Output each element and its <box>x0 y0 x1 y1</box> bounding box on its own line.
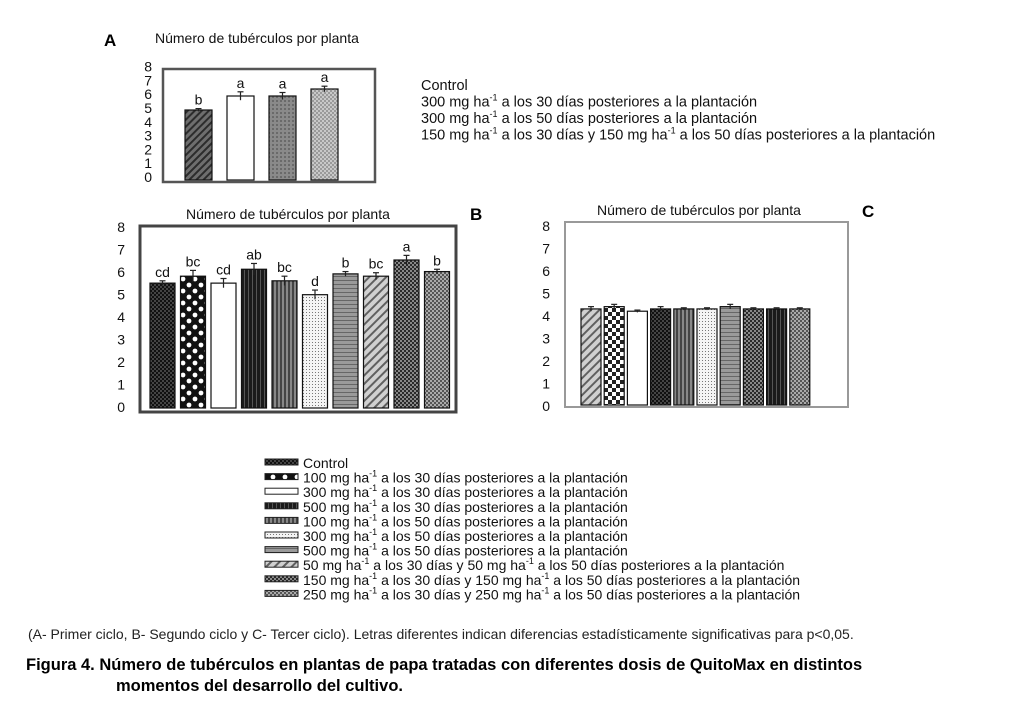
panel-b-ytick: 5 <box>117 286 125 303</box>
panel-b-ytick: 0 <box>117 399 125 415</box>
panel-b-bar <box>150 283 175 408</box>
panel-c-bar <box>674 309 694 405</box>
panel-c-ytick: 0 <box>542 398 550 414</box>
panel-b-ytick: 4 <box>117 309 125 325</box>
panel-a-ytick: 6 <box>144 86 152 103</box>
panel-b-bar <box>211 283 236 408</box>
panel-b-significance-letter: cd <box>155 263 170 280</box>
panel-c-bar <box>697 309 717 405</box>
figure-caption <box>26 655 1016 697</box>
panel-a-bar <box>269 96 296 180</box>
panel-c-bar <box>790 309 810 405</box>
panel-c-bar <box>767 309 787 405</box>
caption-line-1: Figura 4. Número de tubérculos en plantas de papa tratadas con diferentes dosis de QuitoMax en distintos <box>26 656 863 674</box>
panel-a-y-axis <box>144 59 152 185</box>
panel-b <box>117 205 482 415</box>
legend-bc-item: 100 mg $ha^{-1}$ a los 30 días posteriores a la plantación <box>303 468 628 486</box>
legend-bc-item: 500 mg $ha^{-1}$ a los 50 días posteriores a la plantación <box>303 541 628 559</box>
panel-a-letter: A <box>104 31 117 50</box>
panel-c-y-axis <box>542 218 550 414</box>
panel-b-significance-letter: bc <box>185 253 201 270</box>
legend-bc-swatch <box>265 590 298 596</box>
panel-b-ytick: 6 <box>117 264 125 280</box>
panel-b-bar <box>272 281 297 408</box>
panel-c-ytick: 8 <box>542 218 550 234</box>
panel-b-y-axis <box>117 219 125 415</box>
legend-bc-item: Control <box>303 455 349 471</box>
legend-a-item: 300 mg $ha^{-1}$ a los 50 días posteriores a la plantación <box>421 109 758 127</box>
panel-b-title: Número de tubérculos por planta <box>186 206 390 222</box>
panel-b-significance-letter: ab <box>246 246 262 263</box>
panel-a-ytick: 5 <box>144 100 152 116</box>
panel-a-ytick: 1 <box>144 155 152 172</box>
panel-b-significance-letter: d <box>311 273 319 290</box>
legend-bc-swatch <box>265 561 298 567</box>
legend-bc-item: 300 mg $ha^{-1}$ a los 30 días posteriores a la plantación <box>303 483 628 501</box>
panel-c-bar <box>581 309 601 405</box>
panel-b-significance-letter: cd <box>216 261 231 278</box>
legend-bc-swatch <box>265 474 298 480</box>
panel-c <box>542 202 874 414</box>
legend-bc-swatch <box>265 576 298 582</box>
panel-b-ytick: 2 <box>117 354 125 370</box>
legend-bc-item: 150 mg $ha^{-1}$ a los 30 días y 150 mg $ha^{-1}$ a los 50 días posteriores a la plantación <box>303 570 801 588</box>
legend-a-item: 300 mg $ha^{-1}$ a los 30 días posteriores a la plantación <box>421 92 758 111</box>
panel-a-significance-letter: a <box>278 75 287 92</box>
caption-line-2: momentos del desarrollo del cultivo. <box>116 677 403 695</box>
legend-bc-item: 50 mg $ha^{-1}$ a los 30 días y 50 mg $ha^{-1}$ a los 50 días posteriores a la plantación <box>303 556 785 574</box>
legend-bc-swatch <box>265 532 298 538</box>
panel-b-significance-letter: b <box>341 254 350 271</box>
panel-c-ytick: 4 <box>542 308 550 324</box>
panel-c-bar <box>743 309 763 405</box>
panel-a-ytick: 8 <box>144 58 152 75</box>
panel-a-bar <box>227 96 254 180</box>
panel-b-letter: B <box>470 205 483 224</box>
panel-a <box>104 30 375 185</box>
panel-c-bar <box>604 307 624 405</box>
panel-c-bar <box>627 311 647 405</box>
panel-b-significance-letter: bc <box>277 259 292 276</box>
panel-c-ytick: 1 <box>542 375 550 392</box>
legend-bc-swatch <box>265 459 298 465</box>
legend-bc-item: 500 mg $ha^{-1}$ a los 30 días posteriores a la plantación <box>303 497 628 515</box>
panel-b-bar <box>303 295 328 408</box>
panel-a-significance-letter: a <box>236 74 245 91</box>
panel-c-letter: C <box>862 202 875 221</box>
figure-note: (A- Primer ciclo, B- Segundo ciclo y C- Tercer ciclo). Letras diferentes indican diferencias estadísticamente significativas para p<0,05. <box>28 626 854 642</box>
panel-a-significance-letter: a <box>320 69 329 86</box>
panel-c-ytick: 6 <box>542 263 550 279</box>
legend-bc-swatch <box>265 488 298 494</box>
panel-a-ytick: 3 <box>144 127 152 144</box>
panel-a-ytick: 0 <box>144 169 152 185</box>
panel-b-ytick: 7 <box>117 241 125 258</box>
panel-c-bar <box>651 309 671 405</box>
panel-b-bar <box>181 276 206 408</box>
panel-c-ytick: 3 <box>542 330 550 347</box>
panel-c-ytick: 7 <box>542 240 550 257</box>
panel-a-significance-letter: b <box>194 91 203 108</box>
panel-b-ytick: 8 <box>117 219 125 235</box>
panel-b-bar <box>333 274 358 408</box>
legend-a <box>421 78 935 144</box>
panel-a-bar <box>311 89 338 180</box>
legend-bc-item: 300 mg $ha^{-1}$ a los 50 días posteriores a la plantación <box>303 527 628 544</box>
panel-a-ytick: 7 <box>144 72 152 89</box>
panel-c-bar <box>720 307 740 405</box>
panel-b-ytick: 1 <box>117 376 125 393</box>
panel-b-significance-letter: bc <box>368 255 384 272</box>
panel-a-ytick: 2 <box>144 141 152 158</box>
panel-b-bar <box>364 276 389 408</box>
panel-b-significance-letter: a <box>402 238 411 255</box>
legend-a-item: Control <box>421 78 468 94</box>
panel-a-title: Número de tubérculos por planta <box>155 30 359 46</box>
panel-c-ytick: 5 <box>542 285 550 302</box>
legend-bc-swatch <box>265 547 298 553</box>
legend-bc <box>265 455 800 602</box>
legend-bc-item: 100 mg $ha^{-1}$ a los 50 días posteriores a la plantación <box>303 512 628 530</box>
panel-b-bar <box>425 272 450 408</box>
panel-b-bar <box>394 260 419 408</box>
panel-c-ytick: 2 <box>542 353 550 369</box>
panel-a-bar <box>185 110 212 180</box>
panel-a-ytick: 4 <box>144 113 152 130</box>
legend-a-item: 150 mg $ha^{-1}$ a los 30 días y 150 mg $ha^{-1}$ a los 50 días posteriores a la plantación <box>421 125 936 144</box>
panel-b-significance-letter: b <box>433 252 441 269</box>
legend-bc-swatch <box>265 517 298 523</box>
panel-c-title: Número de tubérculos por planta <box>597 202 801 218</box>
legend-bc-swatch <box>265 503 298 509</box>
panel-b-ytick: 3 <box>117 331 125 348</box>
legend-bc-item: 250 mg $ha^{-1}$ a los 30 días y 250 mg $ha^{-1}$ a los 50 días posteriores a la plantación <box>303 585 801 603</box>
panel-b-bar <box>242 269 267 408</box>
